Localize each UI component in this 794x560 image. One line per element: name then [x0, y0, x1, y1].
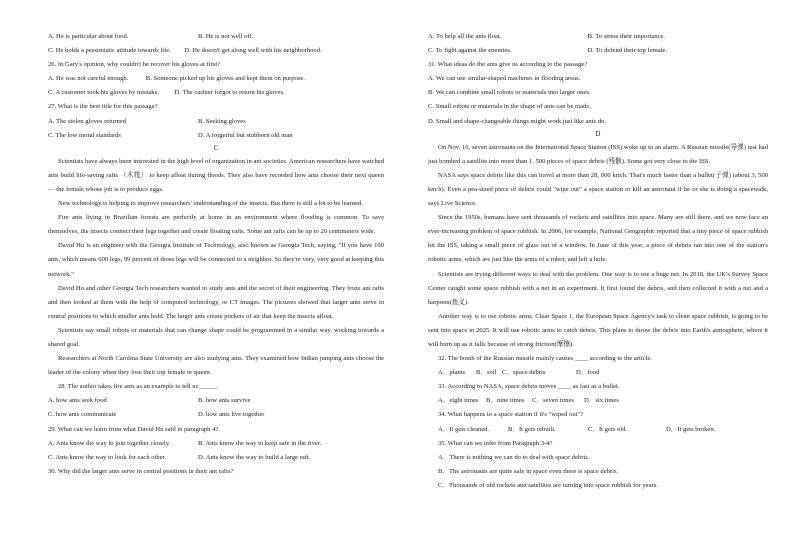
passage-c-paragraph-2: New technology is helping to improve researchers' understanding of the insects. But there is still a lot to be learned. — [58, 200, 363, 208]
q34-options — [428, 423, 768, 437]
q29-stem: 29. What can we learn from what David Hu said in paragraph 4? — [48, 425, 219, 433]
q27-option-d: D. A forgetful but stubborn old man — [198, 131, 293, 139]
q33-option-b: B．nine times — [486, 397, 525, 405]
q28-option-d: D. how ants live together — [198, 411, 265, 419]
passage-d-paragraph-2: NASA says space debris like this can travel at more than 28, 000 km/h. That's much faster than a bullet(子弹) (about 3, 500 km/h). Even a pea-sized piece of debris could "wipe out" a space station or kill an astronaut if he or she is doing a spacewalk, says Live Science. — [428, 171, 768, 208]
q27-option-c: C. The low moral standards — [48, 131, 121, 139]
q34-option-c: C．It gets old. — [588, 425, 628, 433]
q33-option-a: A．eight times — [438, 397, 479, 405]
q28-options-cd — [48, 408, 384, 422]
q32-option-a: A．plants — [438, 369, 466, 377]
passage-d-paragraph-5: Another way is to use robotic arms. Clear Space 1, the European Space Agency's task to clean space rubbish, is going to be sent into space in 2025. It will use robotic arms to catch debris. This plans to throw the debris into Earth's atmosphere, where it will burn up as it falls because of strong friction(摩擦). — [428, 312, 768, 348]
q31-option-a: A. We can use similar-shaped machines in flooding areas. — [428, 75, 581, 83]
right-column — [428, 30, 768, 493]
passage-d-paragraph-4: Scientists are trying different ways to deal with the problem. One way is to use a huge net. In 2018, the UK's Survey Space Center caught some space rubbish with a net in an experiment. It first found the debris, and then collected it with a net and a harpoon(鱼叉). — [428, 270, 768, 306]
passage-c-paragraph-4: David Hu is an engineer with the Georgia Institute of Technology, also known as Georgia Tech, saying, "If you have 100 ants, which means 600 legs, 99 percent of those legs will be connected to a neighbor. So they're very, very good at keeping this network." — [48, 242, 384, 278]
q27-options-ab — [48, 115, 384, 129]
q33-stem: 33. According to NASA, space debris moves ____ as fast as a bullet. — [438, 383, 620, 391]
q28-option-c: C. how ants communicate — [48, 411, 117, 419]
passage-d-paragraph-1: On Nov. 16, seven astronauts on the International Space Station (ISS) woke up to an alarm. A Russian missile(导弹) test had just bombed a satellite into more than 1, 500 pieces of space debris (残骸). Some got very close to the ISS. — [428, 143, 768, 165]
q34-stem: 34. What happens to a space station if it's "wiped out"? — [438, 411, 584, 419]
q31-stem: 31. What ideas do the ants give us according to the passage? — [428, 61, 588, 69]
q28-option-a: A. how ants seek food — [48, 397, 107, 405]
q33-option-d: D．six times — [584, 397, 619, 405]
passage-c-paragraph-5: David Hu and other Georgia Tech researchers wanted to study ants and the secret of their engineering. They froze ant rafts and then looked at them with the help of computed technology, or CT images. The pictures showed that larger ants serve in central positions to which smaller ants hold. The larger ants create pockets of air that keep the insects afloat. — [48, 284, 384, 320]
passage-c-paragraph-7: Researchers at North Carolina State University are also studying ants. They examined how Indian jumping ants choose the leader of the colony when they lose their top female or queen. — [48, 355, 384, 377]
q32-stem: 32. The bomb of the Russian missile mainly causes ____ according to the article. — [438, 355, 652, 363]
q26-option-d: D. The cashier forgot to return his gloves. — [174, 89, 285, 97]
section-d-heading: D — [595, 130, 601, 138]
q28-options-ab — [48, 394, 384, 408]
q25-options-ab — [48, 30, 384, 44]
q31-option-d: D. Small and shape-changeable things might work just like ants do. — [428, 117, 606, 125]
q29-options-ab — [48, 437, 384, 451]
q25-option-b: B. He is not well off. — [198, 33, 254, 40]
q26-option-b: B. Someone picked up his gloves and kept them on purpose. — [145, 75, 306, 83]
q26-options-ab — [48, 72, 384, 86]
q32-option-b: B．soil — [476, 369, 497, 377]
q35-option-c: C．Thousands of old rockets and satellites are turning into space rubbish for years. — [438, 481, 658, 489]
q34-option-b: B．It gets rebuilt. — [508, 425, 556, 433]
q29-option-c: C. Ants know the way to look for each other. — [48, 453, 167, 461]
q25-option-d: D. He doesn't get along well with his neighborhood. — [184, 47, 322, 55]
q30-option-a: A. To help all the ants float. — [428, 33, 502, 40]
q25-option-a: A. He is particular about food. — [48, 33, 129, 40]
left-column — [48, 30, 384, 479]
passage-c-paragraph-3: Fire ants living in Brazilian forests are perfectly at home in an environment where flooding is common. To save themselves, the insects connect their legs together and create floating rafts. Some ant rafts can be up to 20 centimeters wide. — [48, 214, 384, 236]
q35-stem: 35. What can we infer from Paragraph 3-4? — [438, 439, 553, 447]
q26-options-cd — [48, 86, 384, 100]
q27-option-b: B. Seeking gloves — [198, 117, 246, 125]
q33-option-c: C．seven times — [532, 397, 574, 405]
q35-option-a: A．There is nothing we can do to deal with space debris. — [438, 453, 590, 461]
q32-option-d: D．food — [576, 369, 600, 377]
passage-c-paragraph-6: Scientists say small robots or materials that can change shape could be programmed in a similar way, working towards a shared goal. — [48, 326, 384, 348]
q35-option-b: B．The astronauts are quite safe in space even there is space debris. — [438, 467, 619, 475]
q28-stem: 28. The author takes fire ants as an example to tell us _____. — [58, 383, 218, 391]
q28-option-b: B. how ants survive — [198, 397, 251, 405]
q25-option-c: C. He holds a pessimistic attitude towards life. — [48, 47, 171, 55]
q29-options-cd — [48, 451, 384, 465]
q29-option-d: D. Ants know the way to build a large raft. — [198, 453, 311, 461]
q31-option-c: C. Small robots or materials in the shape of ants can be made. — [428, 103, 591, 111]
q25-options-cd — [48, 44, 384, 58]
q34-option-a: A．It gets cleaned. — [438, 425, 490, 433]
q30-option-b: B. To stress their importance. — [587, 33, 666, 40]
q30-stem: 30. Why did the larger ants serve in central positions in their ant rafts? — [48, 467, 234, 475]
passage-c-paragraph-1: Scientists have always been interested in the high level of organization in ant societies. American researchers have watched ants build life-saving rafts （木筏） to keep afloat during floods. They also have recorded how ants choose their next queen — the female whose job is to produce eggs. — [48, 157, 384, 193]
q31-option-b: B. We can combine small robots or materials into larger ones. — [428, 89, 591, 97]
passage-d-paragraph-3: Since the 1950s, humans have sent thousands of rockets and satellites into space. Many are still there, and we now face an ever-increasing problem of space rubbish. In 2006, for example, National Geographic reported that a tiny piece of space rubbish hit the ISS, taking a small piece of glass out of a window. In June of this year, a piece of debris ran into one of the station's robotic arms, which are just like the arms of a robot, and left a hole. — [428, 214, 768, 264]
q32-option-c: C．space debris — [502, 369, 546, 377]
q30-options-ab — [428, 30, 768, 44]
q27-options-cd — [48, 129, 384, 143]
q32-options — [428, 366, 768, 380]
q30-option-c: C. To fight against the enemies. — [428, 47, 512, 55]
q26-stem: 26. In Gary's opinion, why couldn't he recover his gloves at first? — [48, 61, 221, 69]
q26-option-c: C. A customer took his gloves by mistake. — [48, 89, 160, 97]
q30-options-cd — [428, 44, 768, 58]
section-c-heading: C — [213, 144, 219, 152]
q29-option-a: A. Ants know the way to join together closely. — [48, 439, 171, 447]
q29-option-b: B. Ants know the way to keep safe in the river. — [198, 439, 322, 447]
q27-stem: 27. What is the best title for this passage? — [48, 103, 158, 111]
q30-option-d: D. To defend their top female. — [587, 47, 668, 55]
q34-option-d: D．It gets broken. — [666, 425, 716, 433]
q26-option-a: A. He was not careful enough. — [48, 75, 129, 83]
q27-option-a: A. The stolen gloves returned — [48, 117, 127, 125]
q33-options — [428, 394, 768, 408]
